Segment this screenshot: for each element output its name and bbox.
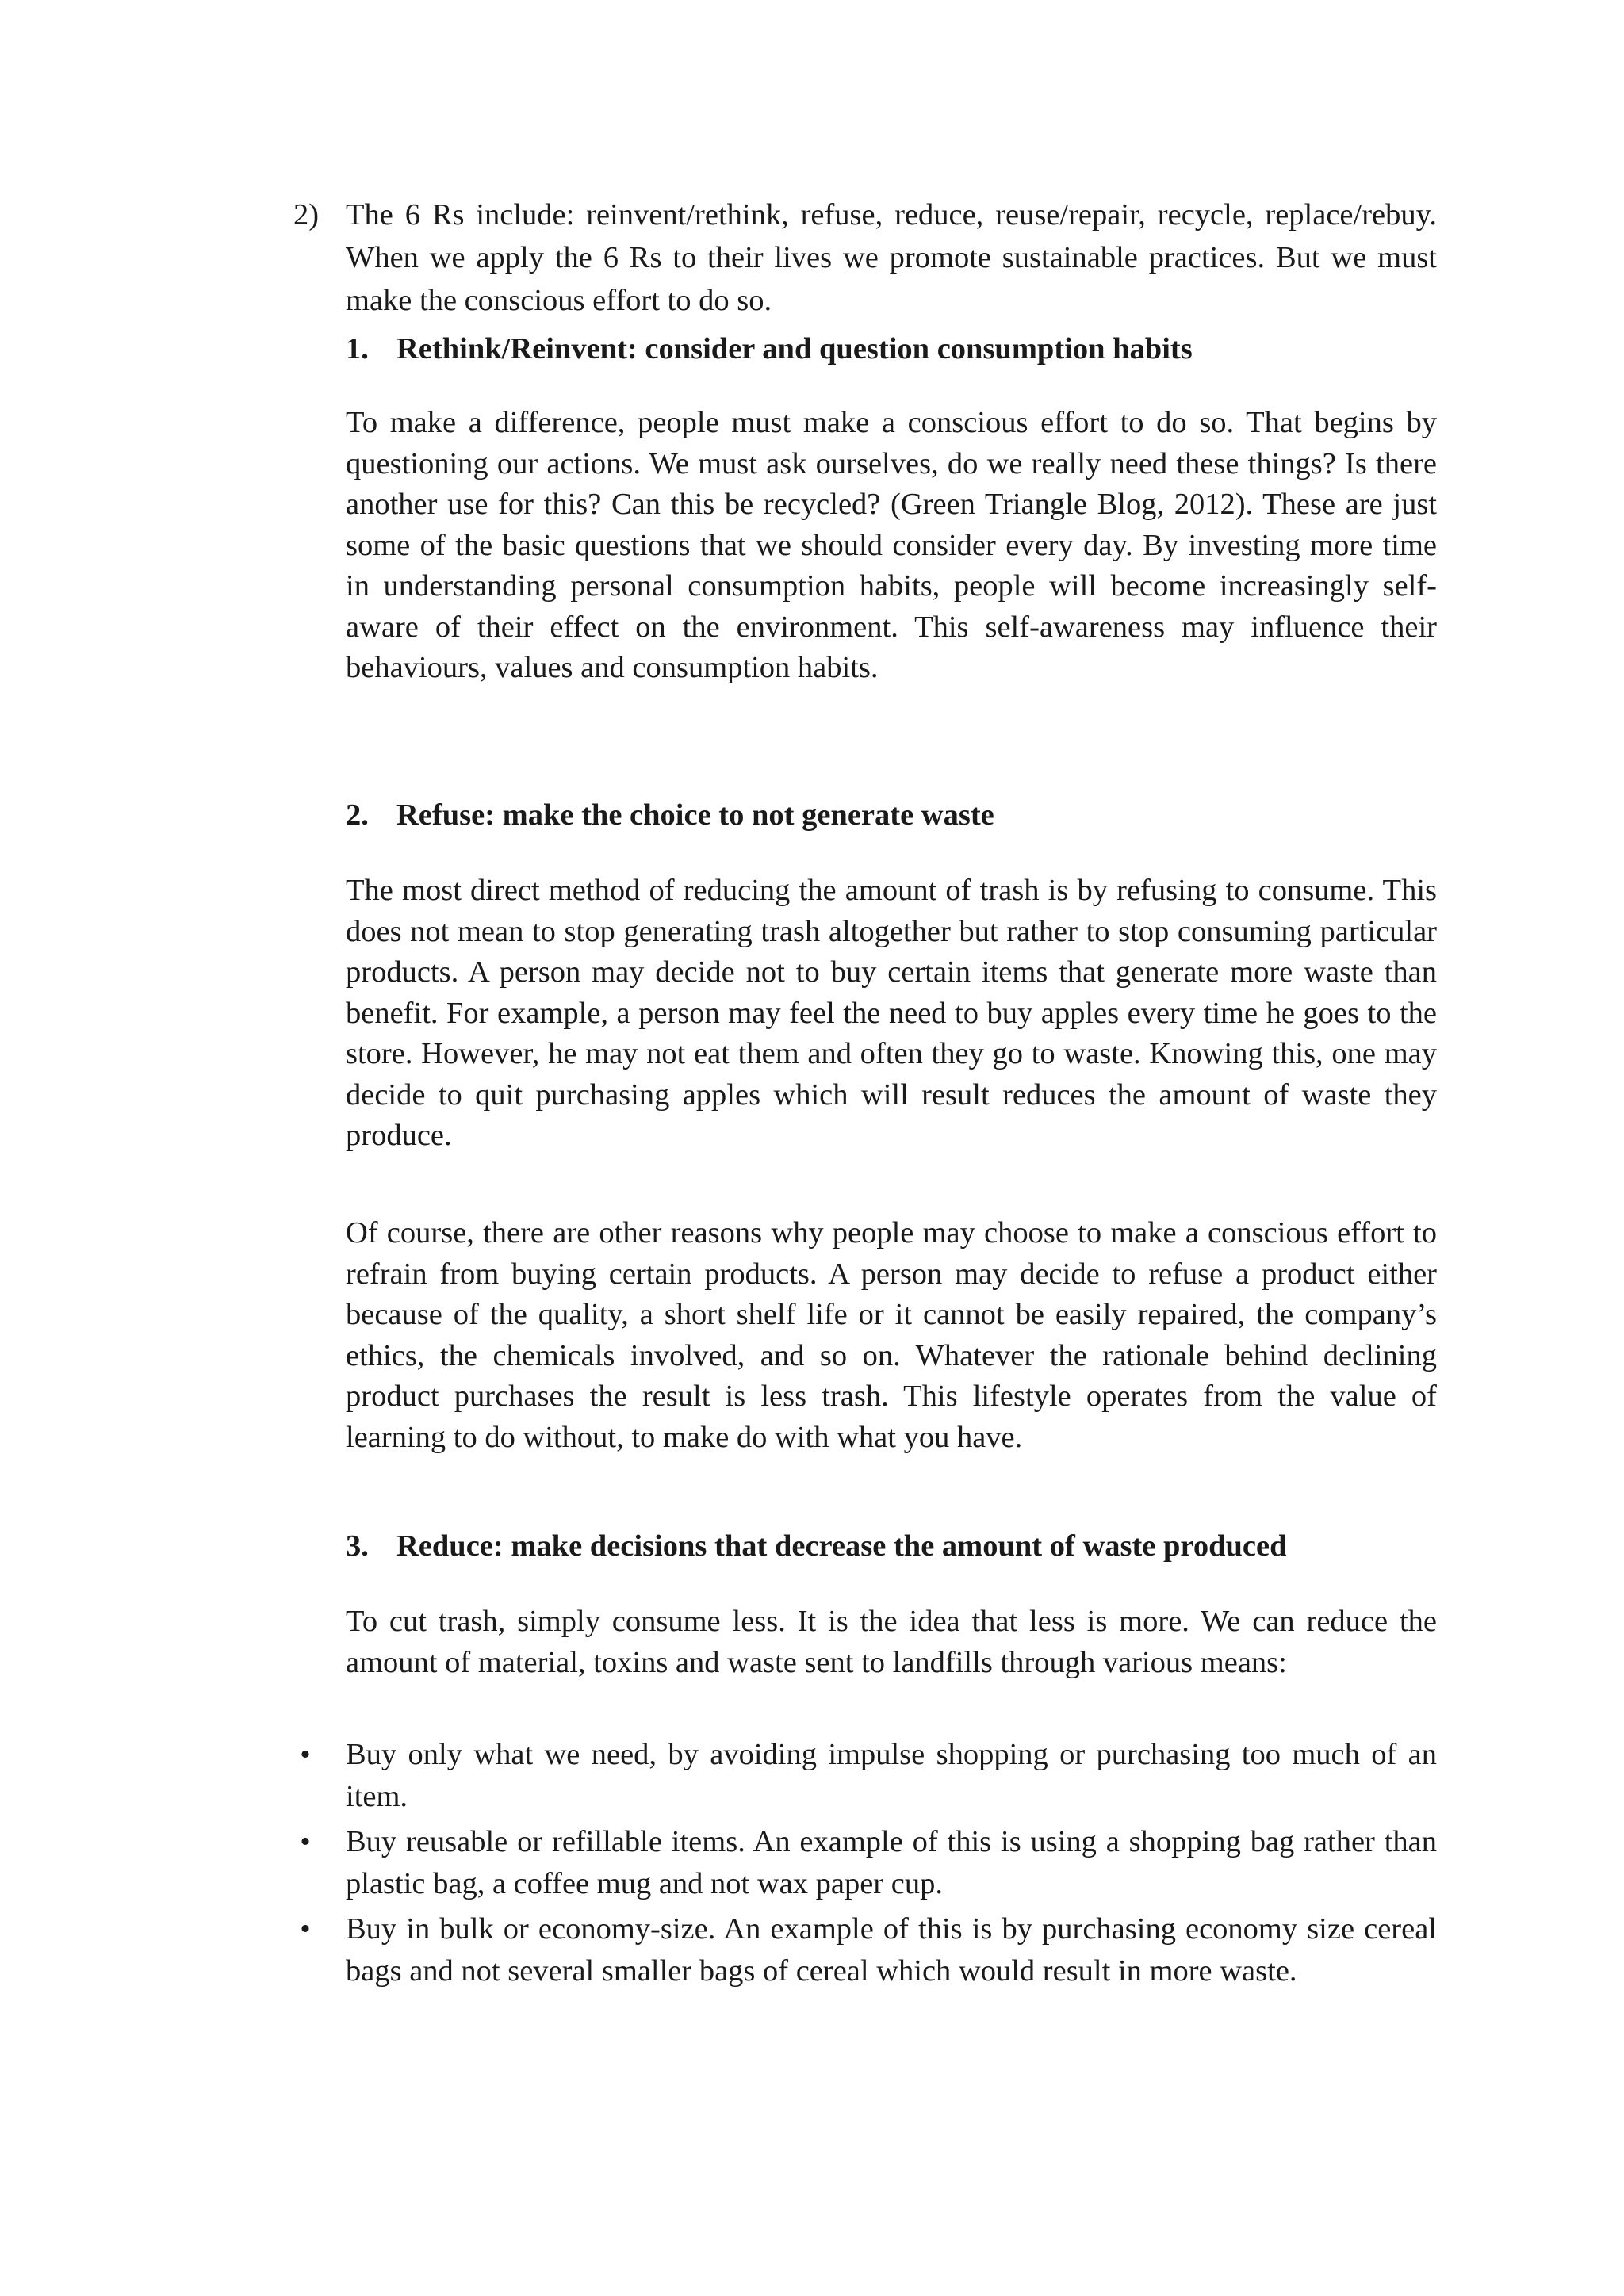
bullet-icon: • [300,1912,311,1946]
paragraph-rethink: To make a difference, people must make a conscious effort to do so. That begins by questioning our actions. We must ask ourselves, do we really need these things? Is there another use for this? Can this be recycled? (Green Triangle Blog, 2012). These are just some of the basic questions that we should consider every day. By investing more time in understanding personal consumption habits, people will become increasingly self-aware of their effect on the environment. This self-awareness may influence their behaviours, values and consumption habits. [346,406,1437,684]
intro-paragraph: The 6 Rs include: reinvent/rethink, refuse, reduce, reuse/repair, recycle, replace/rebuy. When we apply the 6 Rs to their lives we promote sustainable practices. But we must make the conscious effort to do so. [346,198,1437,317]
section-heading-refuse [346,795,994,836]
section-heading-reduce [346,1526,1286,1567]
paragraph-reduce: To cut trash, simply consume less. It is the idea that less is more. We can reduce the amount of material, toxins and waste sent to landfills through various means: [346,1605,1437,1679]
list-item [293,1908,1437,1992]
section-number: 2. [346,798,369,832]
bullet-text: Buy reusable or refillable items. An example of this is using a shopping bag rather than plastic bag, a coffee mug and not wax paper cup. [346,1825,1437,1900]
section-title: Rethink/Reinvent: consider and question consumption habits [396,332,1193,365]
section-number: 3. [346,1529,369,1563]
list-item [293,1734,1437,1818]
paragraph-refuse-2: Of course, there are other reasons why people may choose to make a conscious effort to refrain from buying certain products. A person may decide to refuse a product either because of the quality, a short shelf life or it cannot be easily repaired, the company’s ethics, the chemicals involved, and so on. Whatever the rationale behind declining product purchases the result is less trash. This lifestyle operates from the value of learning to do without, to make do with what you have. [346,1216,1437,1454]
list-item-2 [293,193,1437,322]
bullet-text: Buy only what we need, by avoiding impulse shopping or purchasing too much of an item. [346,1738,1437,1813]
bullet-icon: • [300,1738,311,1771]
section-number: 1. [346,332,369,365]
section-heading-rethink [346,329,1193,370]
bullet-text: Buy in bulk or economy-size. An example of this is by purchasing economy size cereal bags and not several smaller bags of cereal which would result in more waste. [346,1912,1437,1988]
bullet-list [293,1734,1437,1996]
list-item [293,1821,1437,1905]
paragraph-refuse-1: The most direct method of reducing the amount of trash is by refusing to consume. This does not mean to stop generating trash altogether but rather to stop consuming particular products. A person may decide not to buy certain items that generate more waste than benefit. For example, a person may feel the need to buy apples every time he goes to the store. However, he may not eat them and often they go to waste. Knowing this, one may decide to quit purchasing apples which will result reduces the amount of waste they produce. [346,874,1437,1152]
bullet-icon: • [300,1825,311,1858]
section-title: Refuse: make the choice to not generate waste [396,798,994,832]
section-title: Reduce: make decisions that decrease the amount of waste produced [396,1529,1287,1563]
list-item-marker: 2) [293,198,320,232]
